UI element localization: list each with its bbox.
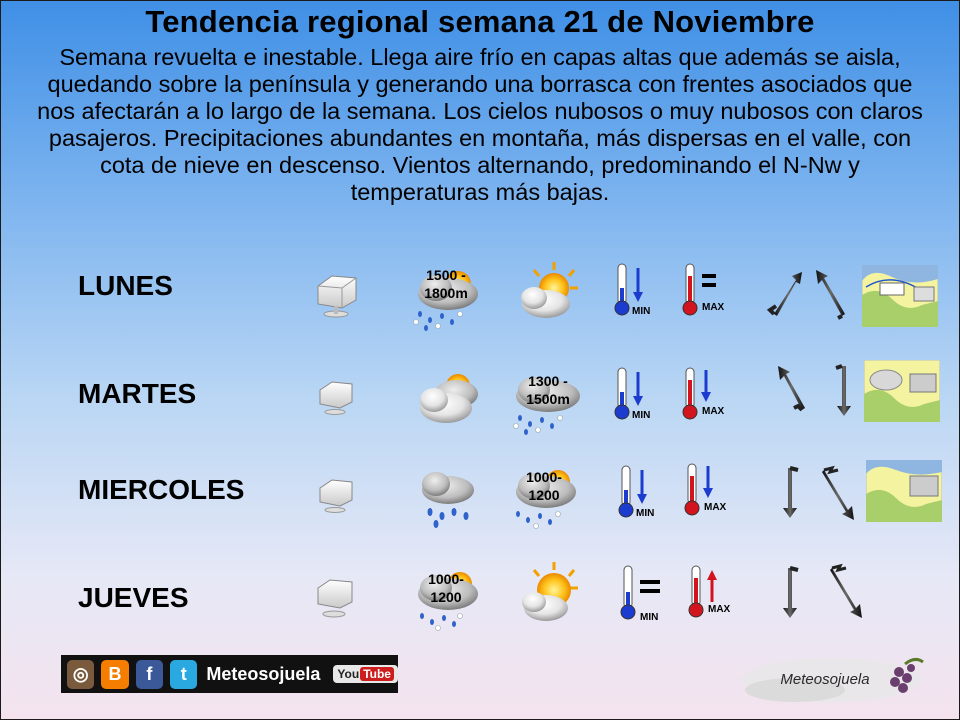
svg-text:MAX: MAX <box>702 302 725 313</box>
wind-arrow-icon <box>776 564 806 620</box>
twitter-icon[interactable]: t <box>170 660 197 689</box>
snow-rain-cloud-icon <box>408 564 490 636</box>
snow-level-top: 1000- <box>526 469 562 485</box>
sun-cloud-icon <box>516 560 582 626</box>
svg-text:MIN: MIN <box>632 306 651 317</box>
blogger-icon[interactable]: B <box>101 660 128 689</box>
day-label: MARTES <box>78 378 197 409</box>
day-label: LUNES <box>78 270 173 301</box>
snow-level-bottom: 1500m <box>526 391 570 407</box>
min-temp-thermometer-icon <box>612 464 666 522</box>
snow-rain-cloud-icon <box>506 462 588 534</box>
wind-arrow-icon <box>830 362 860 418</box>
svg-text:Meteosojuela: Meteosojuela <box>780 671 870 688</box>
snow-level-top: 1500 - <box>426 267 466 283</box>
svg-text:MIN: MIN <box>640 612 659 623</box>
weather-station-icon <box>312 574 360 620</box>
weather-station-icon <box>314 376 358 416</box>
day-label: MIERCOLES <box>78 474 245 505</box>
svg-text:MAX: MAX <box>708 604 731 615</box>
svg-text:MAX: MAX <box>704 502 727 513</box>
meteosojuela-logo <box>735 650 935 710</box>
min-temp-thermometer-icon <box>608 366 662 424</box>
brand-name: Meteosojuela <box>206 663 321 684</box>
wind-arrow-icon <box>774 362 814 418</box>
cloudy-icon <box>414 364 486 428</box>
max-temp-thermometer-icon <box>682 366 736 424</box>
max-temp-thermometer-icon <box>686 564 740 622</box>
forecast-row-jueves <box>0 556 960 636</box>
snow-level-bottom: 1200 <box>528 487 560 503</box>
snow-rain-cloud-icon <box>408 262 490 334</box>
snow-level-bottom: 1800m <box>424 285 468 301</box>
weather-station-icon <box>312 270 364 320</box>
instagram-icon[interactable]: ◎ <box>67 660 94 689</box>
snow-level-top: 1300 - <box>528 373 568 389</box>
weather-station-icon <box>314 474 358 514</box>
max-temp-thermometer-icon <box>684 462 738 520</box>
synoptic-map-icon <box>864 360 940 422</box>
forecast-row-miercoles <box>0 452 960 532</box>
max-temp-thermometer-icon <box>682 262 736 320</box>
wind-arrow-icon <box>812 266 852 322</box>
wind-arrow-icon <box>776 464 806 520</box>
svg-text:MAX: MAX <box>702 406 725 417</box>
snow-rain-cloud-icon <box>506 366 588 438</box>
svg-text:MIN: MIN <box>632 410 651 421</box>
forecast-row-lunes <box>0 248 960 328</box>
rain-cloud-icon <box>414 466 480 532</box>
svg-text:MIN: MIN <box>636 508 655 519</box>
wind-arrow-icon <box>818 464 858 522</box>
snow-level-top: 1000- <box>428 571 464 587</box>
wind-arrow-icon <box>826 562 866 620</box>
snow-level-bottom: 1200 <box>430 589 462 605</box>
slide-title: Tendencia regional semana 21 de Noviembre <box>145 4 815 39</box>
sun-cloud-icon <box>512 260 584 324</box>
day-label: JUEVES <box>78 582 189 613</box>
synoptic-map-icon <box>862 265 938 327</box>
min-temp-thermometer-icon <box>614 564 668 624</box>
social-media-bar <box>61 655 398 693</box>
forecast-summary: Semana revuelta e inestable. Llega aire frío en capas altas que además se aisla, quedando sobre la península y generando una borrasca con frentes asociados que nos afectarán a lo largo de la semana. Los cielos nubosos o muy nubosos con claros pasajeros. Precipitaciones abundantes en montaña, más dispersas en el valle, con cota de nieve en descenso. Vientos alternando, predominando el N-Nw y temperaturas más bajas. <box>37 44 923 205</box>
forecast-row-martes <box>0 352 960 432</box>
youtube-icon[interactable]: You Tube <box>333 665 398 683</box>
synoptic-map-icon <box>866 460 942 522</box>
wind-arrow-icon <box>766 266 806 322</box>
facebook-icon[interactable]: f <box>136 660 163 689</box>
min-temp-thermometer-icon <box>608 262 662 320</box>
